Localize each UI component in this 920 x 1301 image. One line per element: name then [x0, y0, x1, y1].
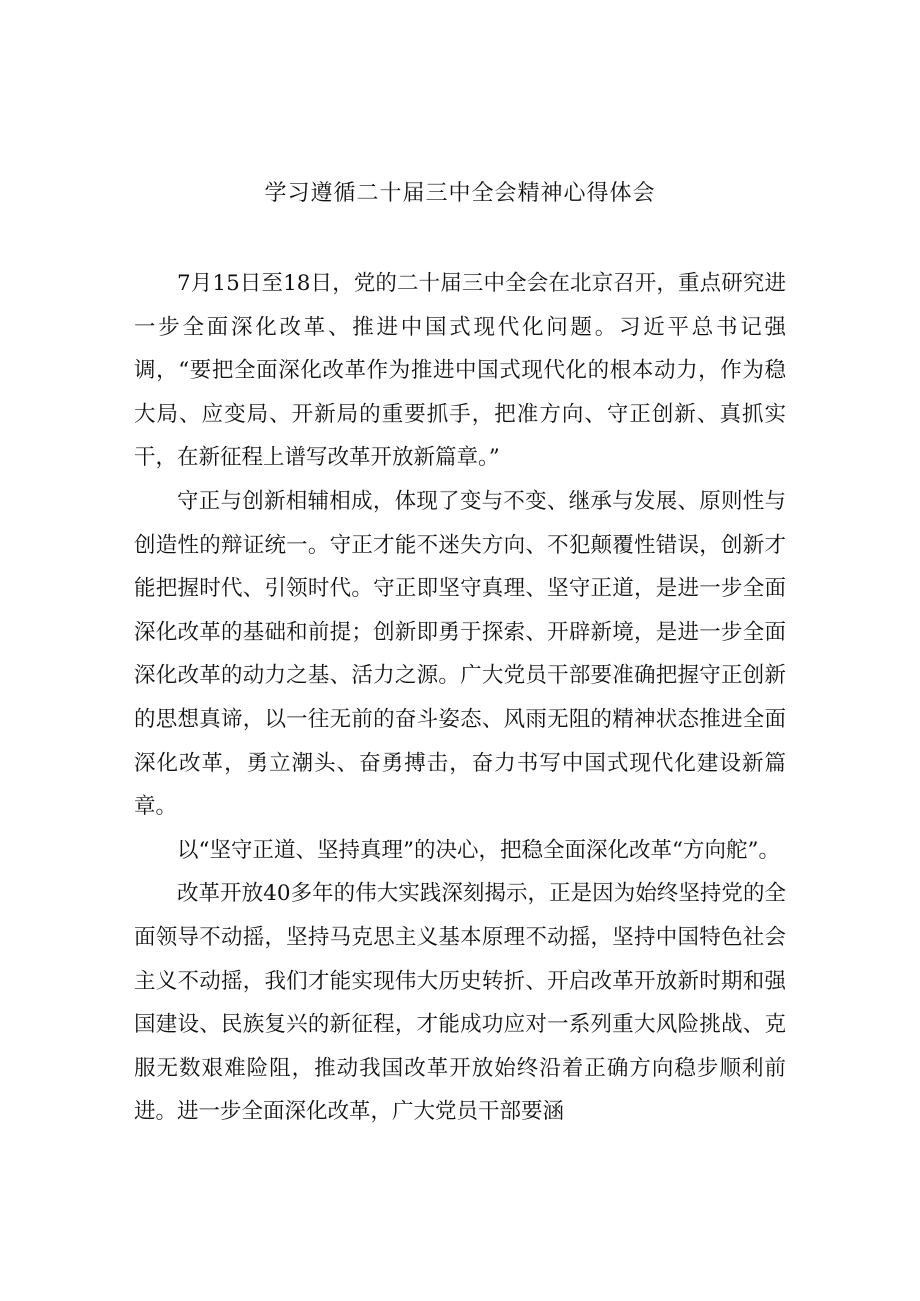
paragraph-4: 改革开放40多年的伟大实践深刻揭示，正是因为始终坚持党的全面领导不动摇，坚持马克思主义基本原理不动摇，坚持中国特色社会主义不动摇，我们才能实现伟大历史转折、开启改革开放新时期和强国建设、民族复兴的新征程，才能成功应对一系列重大风险挑战、克服无数艰难险阻，推动我国改革开放始终沿着正确方向稳步顺利前进。进一步全面深化改革，广大党员干部要涵 — [134, 881, 786, 1125]
paragraph-1: 7月15日至18日，党的二十届三中全会在北京召开，重点研究进一步全面深化改革、推进中国式现代化问题。习近平总书记强调，“要把全面深化改革作为推进中国式现代化的根本动力，作为稳大局、应变局、开新局的重要抓手，把准方向、守正创新、真抓实干，在新征程上谱写改革开放新篇章。” — [134, 271, 786, 471]
paragraph-2: 守正与创新相辅相成，体现了变与不变、继承与发展、原则性与创造性的辩证统一。守正才能不迷失方向、不犯颠覆性错误，创新才能把握时代、引领时代。守正即坚守真理、坚守正道，是进一步全面深化改革的基础和前提；创新即勇于探索、开辟新境，是进一步全面深化改革的动力之基、活力之源。广大党员干部要准确把握守正创新的思想真谛，以一往无前的奋斗姿态、风雨无阻的精神状态推进全面深化改革，勇立潮头、奋勇搏击，奋力书写中国式现代化建设新篇章。 — [134, 488, 786, 820]
document-title: 学习遵循二十届三中全会精神心得体会 — [264, 181, 656, 206]
paragraph-3: 以“坚守正道、坚持真理”的决心，把稳全面深化改革“方向舵”。 — [177, 837, 780, 863]
document-body — [134, 262, 786, 1134]
